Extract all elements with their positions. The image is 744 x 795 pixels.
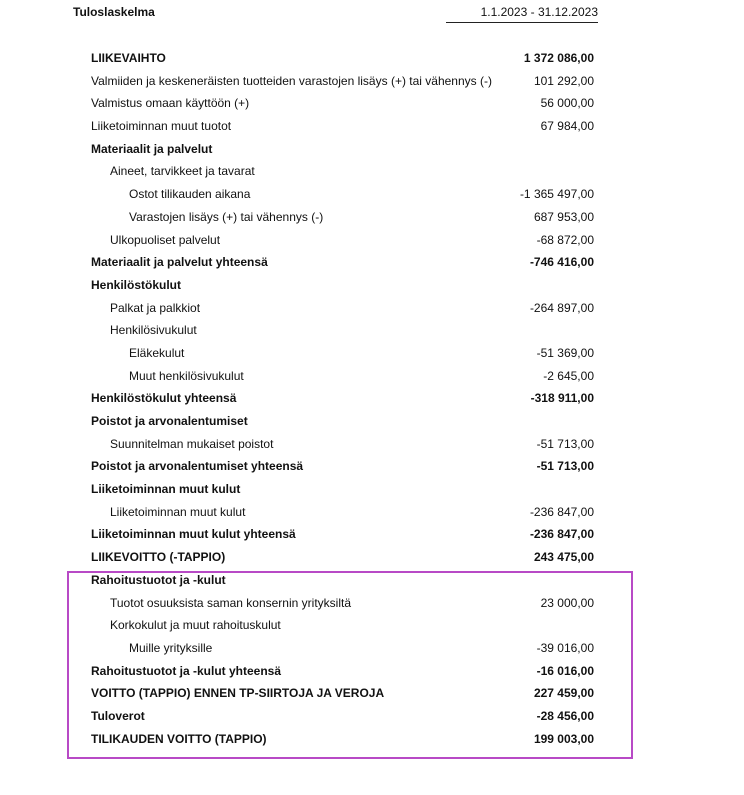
row-label: Poistot ja arvonalentumiset yhteensä <box>91 459 304 474</box>
row-value: 227 459,00 <box>533 686 594 701</box>
statement-row <box>0 546 744 569</box>
row-label: Materiaalit ja palvelut yhteensä <box>91 255 268 270</box>
statement-row <box>0 660 744 683</box>
row-label: Liiketoiminnan muut kulut <box>91 482 241 497</box>
row-value: -16 016,00 <box>536 663 594 678</box>
statement-row <box>0 70 744 93</box>
statement-row <box>0 614 744 637</box>
row-label: TILIKAUDEN VOITTO (TAPPIO) <box>91 731 267 746</box>
statement-row <box>0 297 744 320</box>
statement-row <box>0 47 744 70</box>
row-label: LIIKEVOITTO (-TAPPIO) <box>91 550 226 565</box>
row-label: Ostot tilikauden aikana <box>129 187 251 202</box>
row-value: -236 847,00 <box>529 527 594 542</box>
statement-row <box>0 682 744 705</box>
row-value: -2 645,00 <box>543 368 594 383</box>
statement-row <box>0 637 744 660</box>
statement-row <box>0 160 744 183</box>
row-label: Rahoitustuotot ja -kulut yhteensä <box>91 663 282 678</box>
statement-row <box>0 523 744 546</box>
statement-row <box>0 501 744 524</box>
statement-row <box>0 319 744 342</box>
row-label: Muille yrityksille <box>129 640 213 655</box>
row-label: Eläkekulut <box>129 345 185 360</box>
row-label: Korkokulut ja muut rahoituskulut <box>110 618 281 633</box>
row-value: -68 872,00 <box>536 232 594 247</box>
statement-row <box>0 183 744 206</box>
statement-row <box>0 365 744 388</box>
statement-row <box>0 433 744 456</box>
row-label: Rahoitustuotot ja -kulut <box>91 572 226 587</box>
statement-row <box>0 455 744 478</box>
row-label: VOITTO (TAPPIO) ENNEN TP-SIIRTOJA JA VEROJA <box>91 686 385 701</box>
statement-row <box>0 206 744 229</box>
row-label: Varastojen lisäys (+) tai vähennys (-) <box>129 209 324 224</box>
statement-row <box>0 92 744 115</box>
statement-row <box>0 387 744 410</box>
income-statement-table <box>0 47 744 750</box>
row-label: Valmiiden ja keskeneräisten tuotteiden varastojen lisäys (+) tai vähennys (-) <box>91 73 492 88</box>
row-value: -236 847,00 <box>529 504 594 519</box>
statement-row <box>0 478 744 501</box>
row-value: -1 365 497,00 <box>519 187 594 202</box>
row-value: -318 911,00 <box>530 391 594 406</box>
statement-row <box>0 705 744 728</box>
statement-row <box>0 229 744 252</box>
row-value: 23 000,00 <box>540 595 594 610</box>
row-value: 243 475,00 <box>533 550 594 565</box>
statement-period: 1.1.2023 - 31.12.2023 <box>446 5 598 23</box>
row-label: Materiaalit ja palvelut <box>91 141 213 156</box>
row-label: Palkat ja palkkiot <box>110 300 201 315</box>
row-label: LIIKEVAIHTO <box>91 51 166 65</box>
row-label: Suunnitelman mukaiset poistot <box>110 436 274 451</box>
row-label: Henkilöstökulut yhteensä <box>91 391 237 406</box>
row-label: Muut henkilösivukulut <box>129 368 244 383</box>
row-value: -28 456,00 <box>536 708 594 723</box>
row-label: Tuloverot <box>91 708 145 723</box>
row-value: -51 713,00 <box>536 436 594 451</box>
row-value: 1 372 086,00 <box>523 51 594 65</box>
statement-row <box>0 138 744 161</box>
row-label: Tuotot osuuksista saman konsernin yrityksiltä <box>110 595 351 610</box>
row-value: 199 003,00 <box>533 731 594 746</box>
row-label: Liiketoiminnan muut tuotot <box>91 119 232 134</box>
statement-row <box>0 410 744 433</box>
row-value: 56 000,00 <box>540 96 594 111</box>
row-label: Liiketoiminnan muut kulut <box>110 504 246 519</box>
row-value: 101 292,00 <box>533 73 594 88</box>
row-value: -39 016,00 <box>536 640 594 655</box>
row-value: 687 953,00 <box>533 209 594 224</box>
statement-row <box>0 728 744 751</box>
row-label: Henkilösivukulut <box>110 323 197 338</box>
statement-row <box>0 592 744 615</box>
statement-row <box>0 115 744 138</box>
row-label: Valmistus omaan käyttöön (+) <box>91 96 250 111</box>
row-label: Liiketoiminnan muut kulut yhteensä <box>91 527 296 542</box>
row-value: 67 984,00 <box>540 119 594 134</box>
row-value: -51 713,00 <box>536 459 594 474</box>
row-value: -746 416,00 <box>529 255 594 270</box>
row-label: Ulkopuoliset palvelut <box>110 232 221 247</box>
row-value: -51 369,00 <box>536 345 594 360</box>
statement-title: Tuloslaskelma <box>73 5 155 19</box>
row-label: Aineet, tarvikkeet ja tavarat <box>110 164 255 179</box>
row-value: -264 897,00 <box>529 300 594 315</box>
statement-row <box>0 342 744 365</box>
row-label: Poistot ja arvonalentumiset <box>91 414 248 428</box>
statement-row <box>0 274 744 297</box>
statement-row <box>0 569 744 592</box>
row-label: Henkilöstökulut <box>91 277 182 292</box>
statement-row <box>0 251 744 274</box>
